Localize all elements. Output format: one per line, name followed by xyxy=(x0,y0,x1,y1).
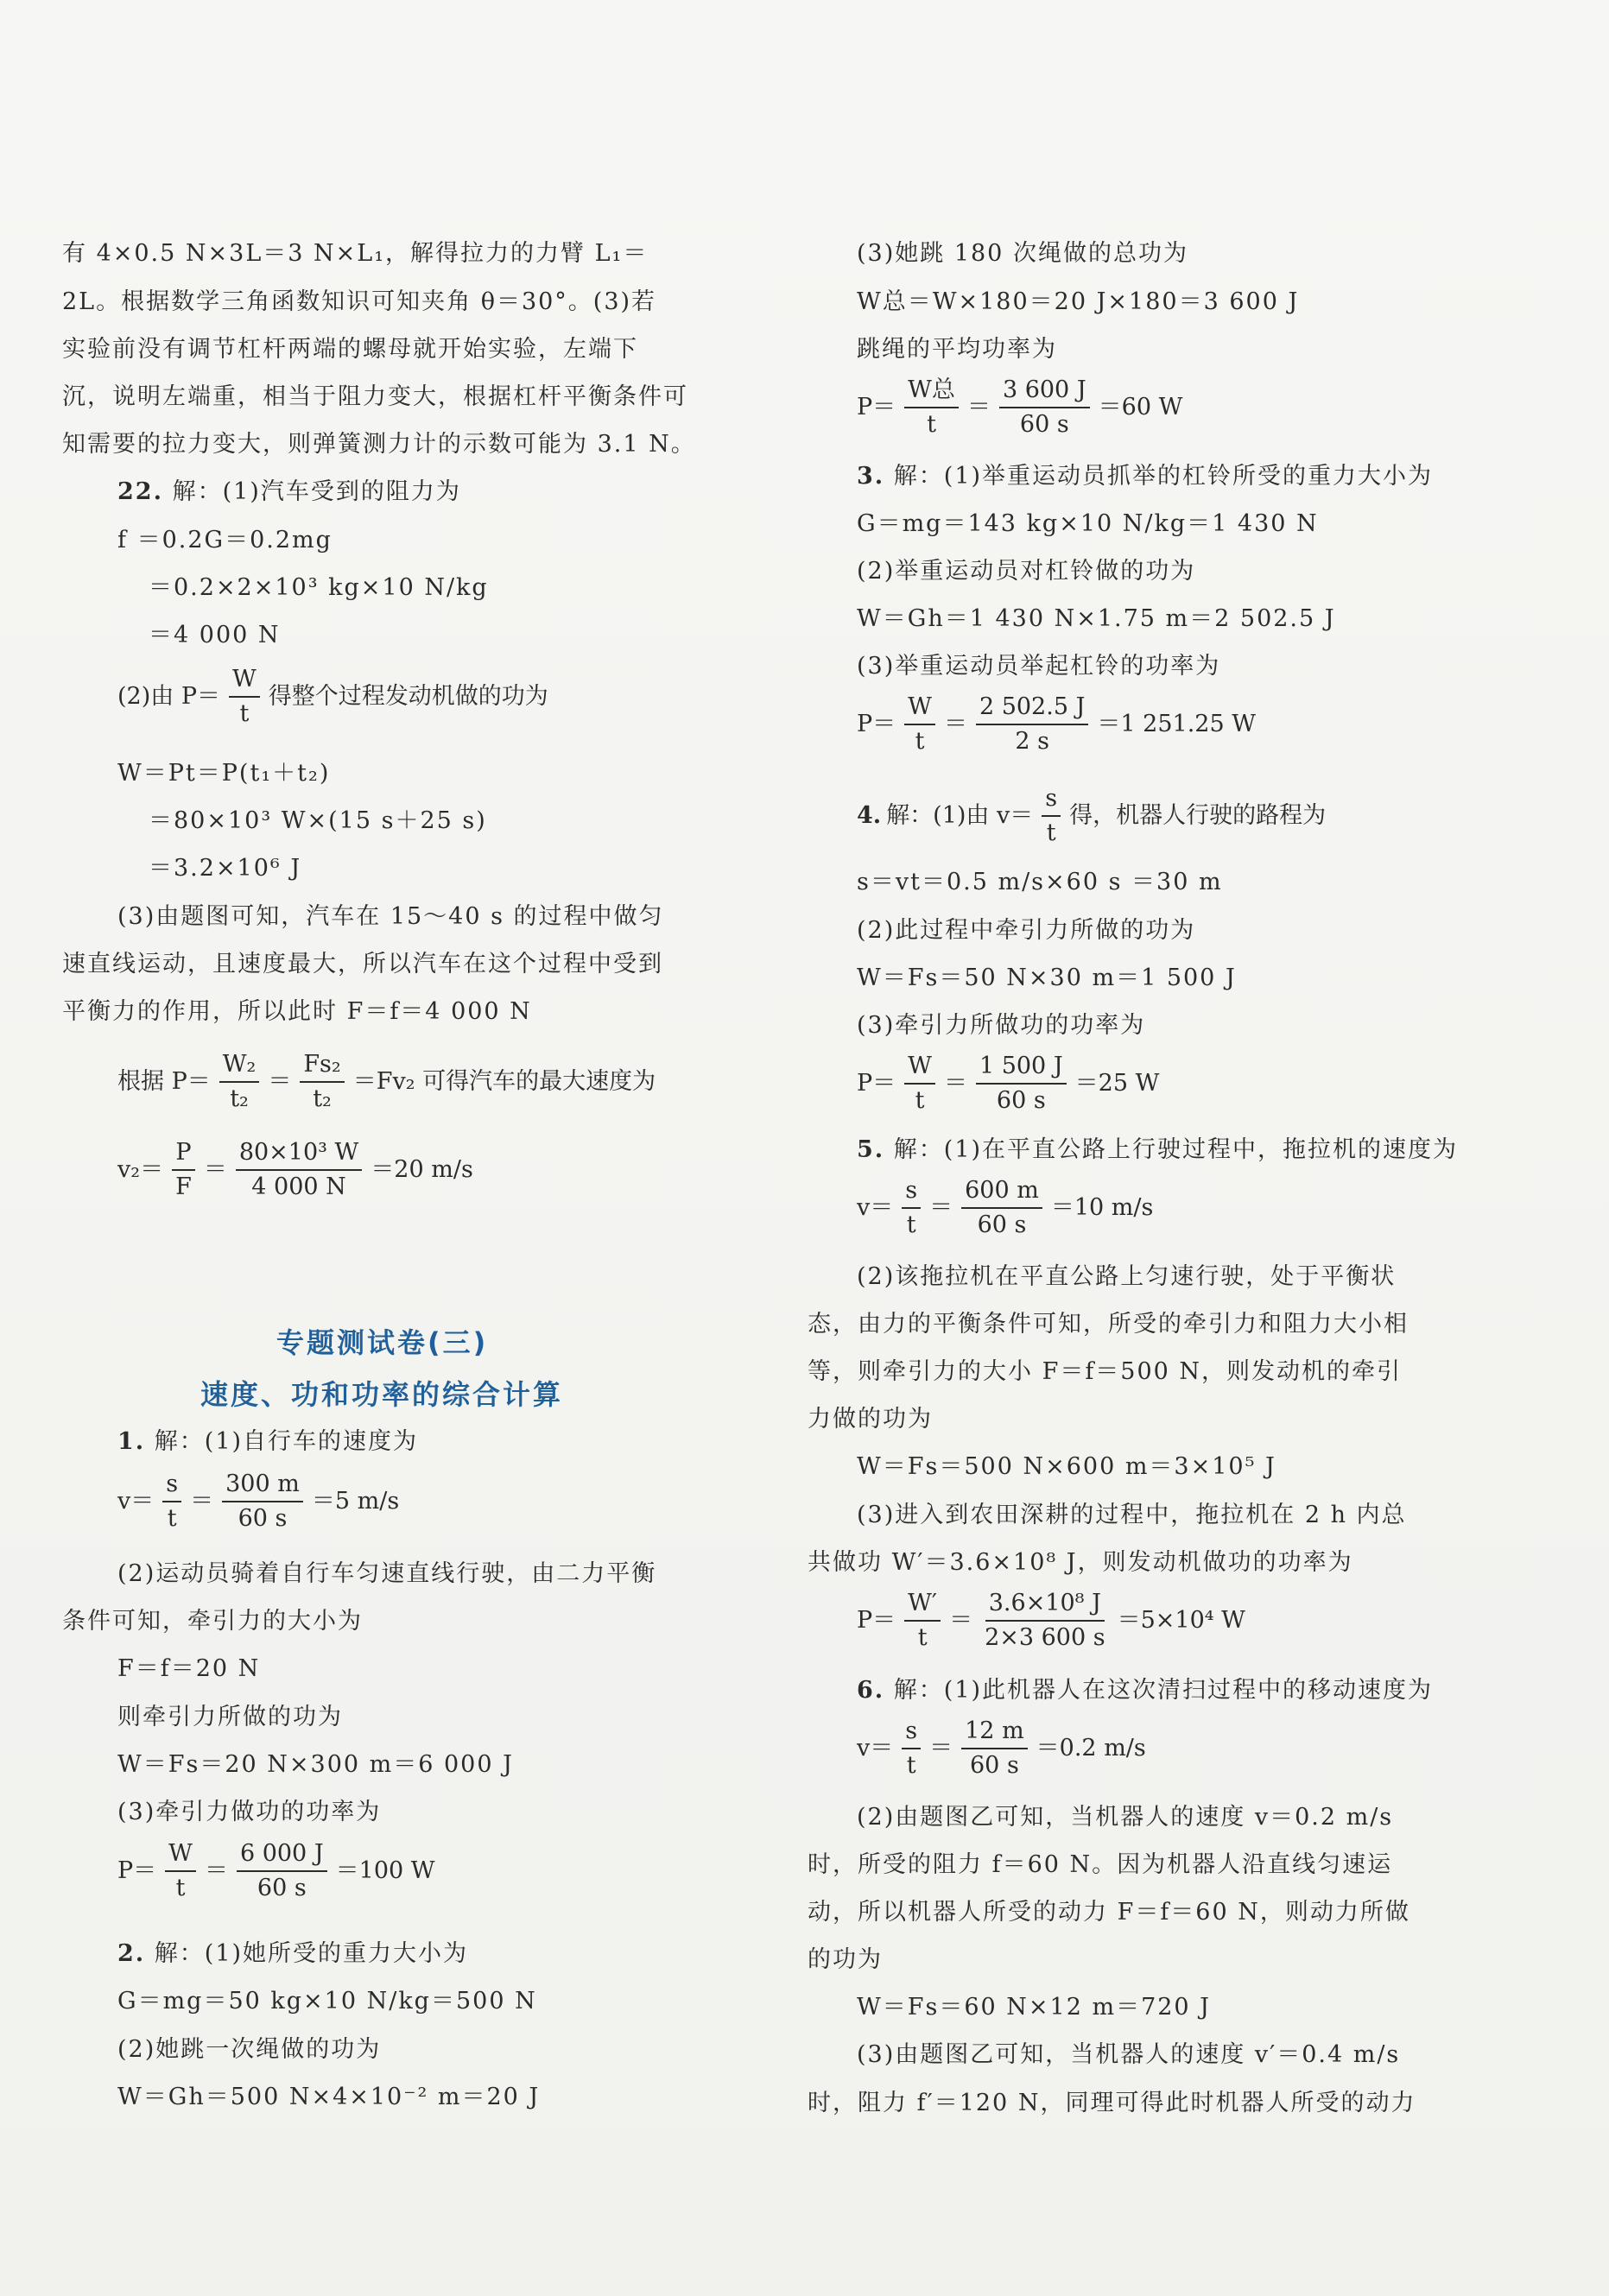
numerator: 3 600 J xyxy=(999,376,1090,408)
text-line: 共做功 W′＝3.6×10⁸ J，则发动机做功的功率为 xyxy=(808,1549,1353,1576)
numerator: W′ xyxy=(904,1589,941,1622)
formula-text: v₂＝ xyxy=(117,1156,164,1183)
fraction xyxy=(902,1176,921,1240)
formula-line: ＝3.2×10⁶ J xyxy=(149,855,302,882)
text-line: (3)举重运动员举起杠铃的功率为 xyxy=(857,653,1221,680)
text-line: (2)由题图乙可知，当机器人的速度 v＝0.2 m/s xyxy=(857,1804,1394,1831)
question-number: 5. xyxy=(857,1136,885,1163)
fraction xyxy=(961,1717,1028,1781)
fraction xyxy=(222,1470,303,1534)
fraction xyxy=(999,376,1090,440)
formula-line: ＝4 000 N xyxy=(149,622,281,648)
denominator: 60 s xyxy=(977,1211,1027,1238)
fraction xyxy=(904,693,935,756)
fraction xyxy=(162,1470,181,1534)
text-line: 态，由力的平衡条件可知，所受的牵引力和阻力大小相 xyxy=(808,1311,1409,1338)
text-line: 的功为 xyxy=(808,1946,883,1973)
denominator: t xyxy=(239,700,250,727)
text-line: (2)运动员骑着自行车匀速直线行驶，由二力平衡 xyxy=(117,1560,657,1587)
fraction xyxy=(300,1050,344,1114)
formula-line: v＝ $\frac{s}{t}$ ＝ $\frac{12 m}{60 s}$ ＝0.2 m/s xyxy=(857,1717,1146,1779)
fraction xyxy=(904,1589,941,1653)
fraction xyxy=(1042,784,1061,848)
formula-line xyxy=(117,1050,656,1114)
text-line: 动，所以机器人所受的动力 F＝f＝60 N，则动力所做 xyxy=(808,1899,1410,1926)
text-line: 力做的功为 xyxy=(808,1406,933,1433)
formula-text: P＝ xyxy=(857,1070,896,1097)
question-text: 解：(1)举重运动员抓举的杠铃所受的重力大小为 xyxy=(893,463,1434,490)
denominator: 60 s xyxy=(970,1752,1019,1779)
formula-text: 根据 P＝ xyxy=(117,1068,211,1095)
question-text: 解：(1)汽车受到的阻力为 xyxy=(172,478,461,505)
formula-line: W＝Gh＝1 430 N×1.75 m＝2 502.5 J xyxy=(857,605,1336,632)
formula-line: W＝Fs＝500 N×600 m＝3×10⁵ J xyxy=(857,1453,1276,1480)
formula-line: s＝vt＝0.5 m/s×60 s ＝30 m xyxy=(857,869,1223,895)
numerator: Fs₂ xyxy=(300,1050,344,1083)
formula-line: v₂＝ $\frac{P}{F}$ ＝ $\frac{\text{80×10³ W}}{4 000 N}$ ＝20 m/s xyxy=(117,1139,473,1200)
fraction xyxy=(172,1138,195,1202)
formula-text: ＝20 m/s xyxy=(371,1156,473,1183)
denominator: 60 s xyxy=(1019,411,1069,438)
numerator: 12 m xyxy=(961,1717,1028,1749)
denominator: 60 s xyxy=(257,1875,307,1901)
question-1-heading xyxy=(117,1426,418,1458)
question-5-heading xyxy=(857,1135,1458,1166)
formula-text: P＝ xyxy=(857,394,896,421)
numerator: s xyxy=(1042,784,1061,817)
text-line: 知需要的拉力变大，则弹簧测力计的示数可能为 3.1 N。 xyxy=(62,431,696,458)
formula-line: W＝Gh＝500 N×4×10⁻² m＝20 J xyxy=(117,2084,541,2110)
formula-line: G＝mg＝143 kg×10 N/kg＝1 430 N xyxy=(857,510,1319,537)
section-subtitle: 速度、功和功率的综合计算 xyxy=(200,1378,564,1411)
question-number: 2. xyxy=(117,1940,146,1967)
formula-text: P＝ xyxy=(857,1607,896,1634)
formula-line: W＝Fs＝60 N×12 m＝720 J xyxy=(857,1994,1212,2021)
formula-line: P＝ $\frac{\text{W总}}{t}$ ＝ $\frac{3 600 J}{60 s}$ ＝60 W xyxy=(857,376,1183,438)
numerator: s xyxy=(902,1176,921,1209)
fraction xyxy=(981,1589,1109,1653)
denominator: 60 s xyxy=(996,1087,1046,1114)
text-line: (3)牵引力做功的功率为 xyxy=(117,1799,382,1825)
numerator: 600 m xyxy=(961,1176,1042,1209)
denominator: t xyxy=(167,1505,177,1532)
formula-line: P＝ $\frac{W}{t}$ ＝ $\frac{2 502.5 J}{2 s}$ ＝1 251.25 W xyxy=(857,693,1256,755)
question-text: 解：(1)自行车的速度为 xyxy=(154,1428,419,1455)
formula-text: ＝0.2 m/s xyxy=(1036,1735,1146,1762)
formula-text: ＝10 m/s xyxy=(1050,1194,1154,1221)
formula-line: G＝mg＝50 kg×10 N/kg＝500 N xyxy=(117,1988,537,2015)
denominator: t xyxy=(915,1087,925,1114)
fraction xyxy=(237,1839,327,1903)
text-line: 时，阻力 f′＝120 N，同理可得此时机器人所受的动力 xyxy=(808,2090,1416,2116)
formula-text: ＝100 W xyxy=(335,1857,435,1884)
text-line: 有 4×0.5 N×3L＝3 N×L₁，解得拉力的力臂 L₁＝ xyxy=(62,240,649,267)
formula-line xyxy=(117,665,548,729)
formula-text: ＝Fv₂ 可得汽车的最大速度为 xyxy=(352,1068,656,1095)
formula-text: (2)由 P＝ xyxy=(117,683,220,710)
question-number: 22. xyxy=(117,478,163,505)
text-line: 2L。根据数学三角函数知识可知夹角 θ＝30°。(3)若 xyxy=(62,288,657,315)
text-line: 平衡力的作用，所以此时 F＝f＝4 000 N xyxy=(62,998,532,1025)
numerator: W总 xyxy=(904,376,959,408)
formula-line: ＝0.2×2×10³ kg×10 N/kg xyxy=(149,574,489,601)
denominator: t xyxy=(927,411,936,438)
text-line: (3)她跳 180 次绳做的总功为 xyxy=(857,240,1188,267)
text-line: (3)由题图乙可知，当机器人的速度 v′＝0.4 m/s xyxy=(857,2041,1401,2068)
formula-line: P＝ $\frac{W}{t}$ ＝ $\frac{1 500 J}{60 s}$ ＝25 W xyxy=(857,1053,1160,1114)
numerator: W xyxy=(165,1839,196,1872)
text-line: (2)该拖拉机在平直公路上匀速行驶，处于平衡状 xyxy=(857,1263,1397,1290)
formula-line: W＝Fs＝50 N×30 m＝1 500 J xyxy=(857,965,1237,991)
numerator: W xyxy=(229,665,260,698)
question-2-heading xyxy=(117,1939,468,1970)
denominator: t xyxy=(906,1752,916,1779)
question-4-heading xyxy=(857,784,1326,848)
fraction xyxy=(219,1050,260,1114)
text-line: 速直线运动，且速度最大，所以汽车在这个过程中受到 xyxy=(62,951,663,977)
denominator: 4 000 N xyxy=(251,1173,346,1200)
numerator: P xyxy=(172,1138,194,1171)
formula-text: ＝25 W xyxy=(1074,1070,1160,1097)
formula-text: ＝1 251.25 W xyxy=(1097,711,1256,737)
question-3-heading xyxy=(857,461,1433,492)
question-number: 1. xyxy=(117,1428,146,1455)
question-text: 解：(1)在平直公路上行驶过程中，拖拉机的速度为 xyxy=(893,1136,1459,1163)
numerator: 1 500 J xyxy=(976,1052,1067,1085)
fraction xyxy=(904,376,959,440)
formula-text: P＝ xyxy=(117,1857,157,1884)
question-text: 解：(1)她所受的重力大小为 xyxy=(154,1940,469,1967)
fraction xyxy=(229,665,260,729)
formula-line: P＝ $\frac{W}{t}$ ＝ $\frac{6 000 J}{60 s}$ ＝100 W xyxy=(117,1840,435,1901)
text-line: 条件可知，牵引力的大小为 xyxy=(62,1608,363,1635)
denominator: 2 s xyxy=(1015,728,1049,755)
text-line: (2)此过程中牵引力所做的功为 xyxy=(857,917,1196,944)
question-text: 解：(1)此机器人在这次清扫过程中的移动速度为 xyxy=(893,1677,1434,1704)
text-line: 实验前没有调节杠杆两端的螺母就开始实验，左端下 xyxy=(62,336,638,363)
text-line: 时，所受的阻力 f＝60 N。因为机器人沿直线匀速运 xyxy=(808,1851,1393,1878)
text-line: (2)她跳一次绳做的功为 xyxy=(117,2036,382,2063)
formula-line: P＝ $\frac{W'}{t}$ ＝ $\frac{\text{3.6×10⁸ J}}{2\times 3 600 s}$ ＝5×10⁴ W xyxy=(857,1590,1245,1651)
fraction xyxy=(902,1717,921,1781)
numerator: W xyxy=(904,693,935,725)
formula-line: f ＝0.2G＝0.2mg xyxy=(117,527,333,553)
fraction xyxy=(904,1052,935,1116)
formula-text: ＝5×10⁴ W xyxy=(1117,1607,1245,1634)
text-line: 沉，说明左端重，相当于阻力变大，根据杠杆平衡条件可 xyxy=(62,383,688,410)
text-line: (3)由题图可知，汽车在 15～40 s 的过程中做匀 xyxy=(117,903,664,930)
question-number: 6. xyxy=(857,1677,885,1704)
denominator: 2×3 600 s xyxy=(985,1624,1105,1651)
formula-text: 得整个过程发动机做的功为 xyxy=(268,683,548,710)
formula-line: ＝80×10³ W×(15 s＋25 s) xyxy=(149,807,487,834)
fraction xyxy=(236,1138,363,1202)
numerator: 80×10³ W xyxy=(236,1138,363,1171)
formula-text: P＝ xyxy=(857,711,896,737)
formula-line: v＝ $\frac{s}{t}$ ＝ $\frac{600 m}{60 s}$ ＝10 m/s xyxy=(857,1177,1154,1238)
text-line: 跳绳的平均功率为 xyxy=(857,336,1057,363)
fraction xyxy=(961,1176,1042,1240)
formula-text: ＝ xyxy=(268,1068,292,1095)
numerator: W xyxy=(904,1052,935,1085)
text-line: 则牵引力所做的功为 xyxy=(117,1704,343,1730)
denominator: t xyxy=(915,728,925,755)
numerator: 6 000 J xyxy=(237,1839,327,1872)
fraction xyxy=(976,693,1088,756)
formula-text: ＝60 W xyxy=(1098,394,1183,421)
numerator: W₂ xyxy=(219,1050,260,1083)
denominator: t xyxy=(917,1624,928,1651)
question-22-heading xyxy=(117,477,461,508)
formula-text: 得，机器人行驶的路程为 xyxy=(1069,802,1327,829)
question-6-heading xyxy=(857,1675,1433,1706)
text-line: (3)牵引力所做功的功率为 xyxy=(857,1012,1146,1039)
formula-text: v＝ xyxy=(857,1735,894,1762)
formula-text: v＝ xyxy=(117,1488,155,1515)
denominator: F xyxy=(175,1173,192,1200)
denominator: 60 s xyxy=(238,1505,288,1532)
question-number: 3. xyxy=(857,463,885,490)
fraction xyxy=(976,1052,1067,1116)
numerator: s xyxy=(162,1470,181,1502)
formula-text: ＝5 m/s xyxy=(311,1488,400,1515)
denominator: t₂ xyxy=(313,1085,332,1112)
denominator: t xyxy=(1046,819,1056,846)
formula-line: W＝Pt＝P(t₁＋t₂) xyxy=(117,760,331,787)
denominator: t xyxy=(175,1875,186,1901)
formula-line: W＝Fs＝20 N×300 m＝6 000 J xyxy=(117,1751,514,1778)
numerator: 2 502.5 J xyxy=(976,693,1088,725)
text-line: (2)举重运动员对杠铃做的功为 xyxy=(857,558,1196,585)
numerator: 3.6×10⁸ J xyxy=(985,1589,1105,1622)
numerator: s xyxy=(902,1717,921,1749)
denominator: t xyxy=(906,1211,916,1238)
formula-line: v＝ $\frac{s}{t}$ ＝ $\frac{300 m}{60 s}$ ＝5 m/s xyxy=(117,1471,400,1532)
text-line: (3)进入到农田深耕的过程中，拖拉机在 2 h 内总 xyxy=(857,1502,1407,1528)
text-line: 等，则牵引力的大小 F＝f＝500 N，则发动机的牵引 xyxy=(808,1358,1403,1385)
section-title: 专题测试卷(三) xyxy=(276,1326,489,1359)
fraction xyxy=(165,1839,196,1903)
formula-text: v＝ xyxy=(857,1194,894,1221)
question-number: 4. xyxy=(857,802,882,829)
numerator: 300 m xyxy=(222,1470,303,1502)
formula-line: W总＝W×180＝20 J×180＝3 600 J xyxy=(857,288,1300,315)
formula-text: 解：(1)由 v＝ xyxy=(886,802,1034,829)
formula-line: F＝f＝20 N xyxy=(117,1655,261,1682)
denominator: t₂ xyxy=(230,1085,249,1112)
